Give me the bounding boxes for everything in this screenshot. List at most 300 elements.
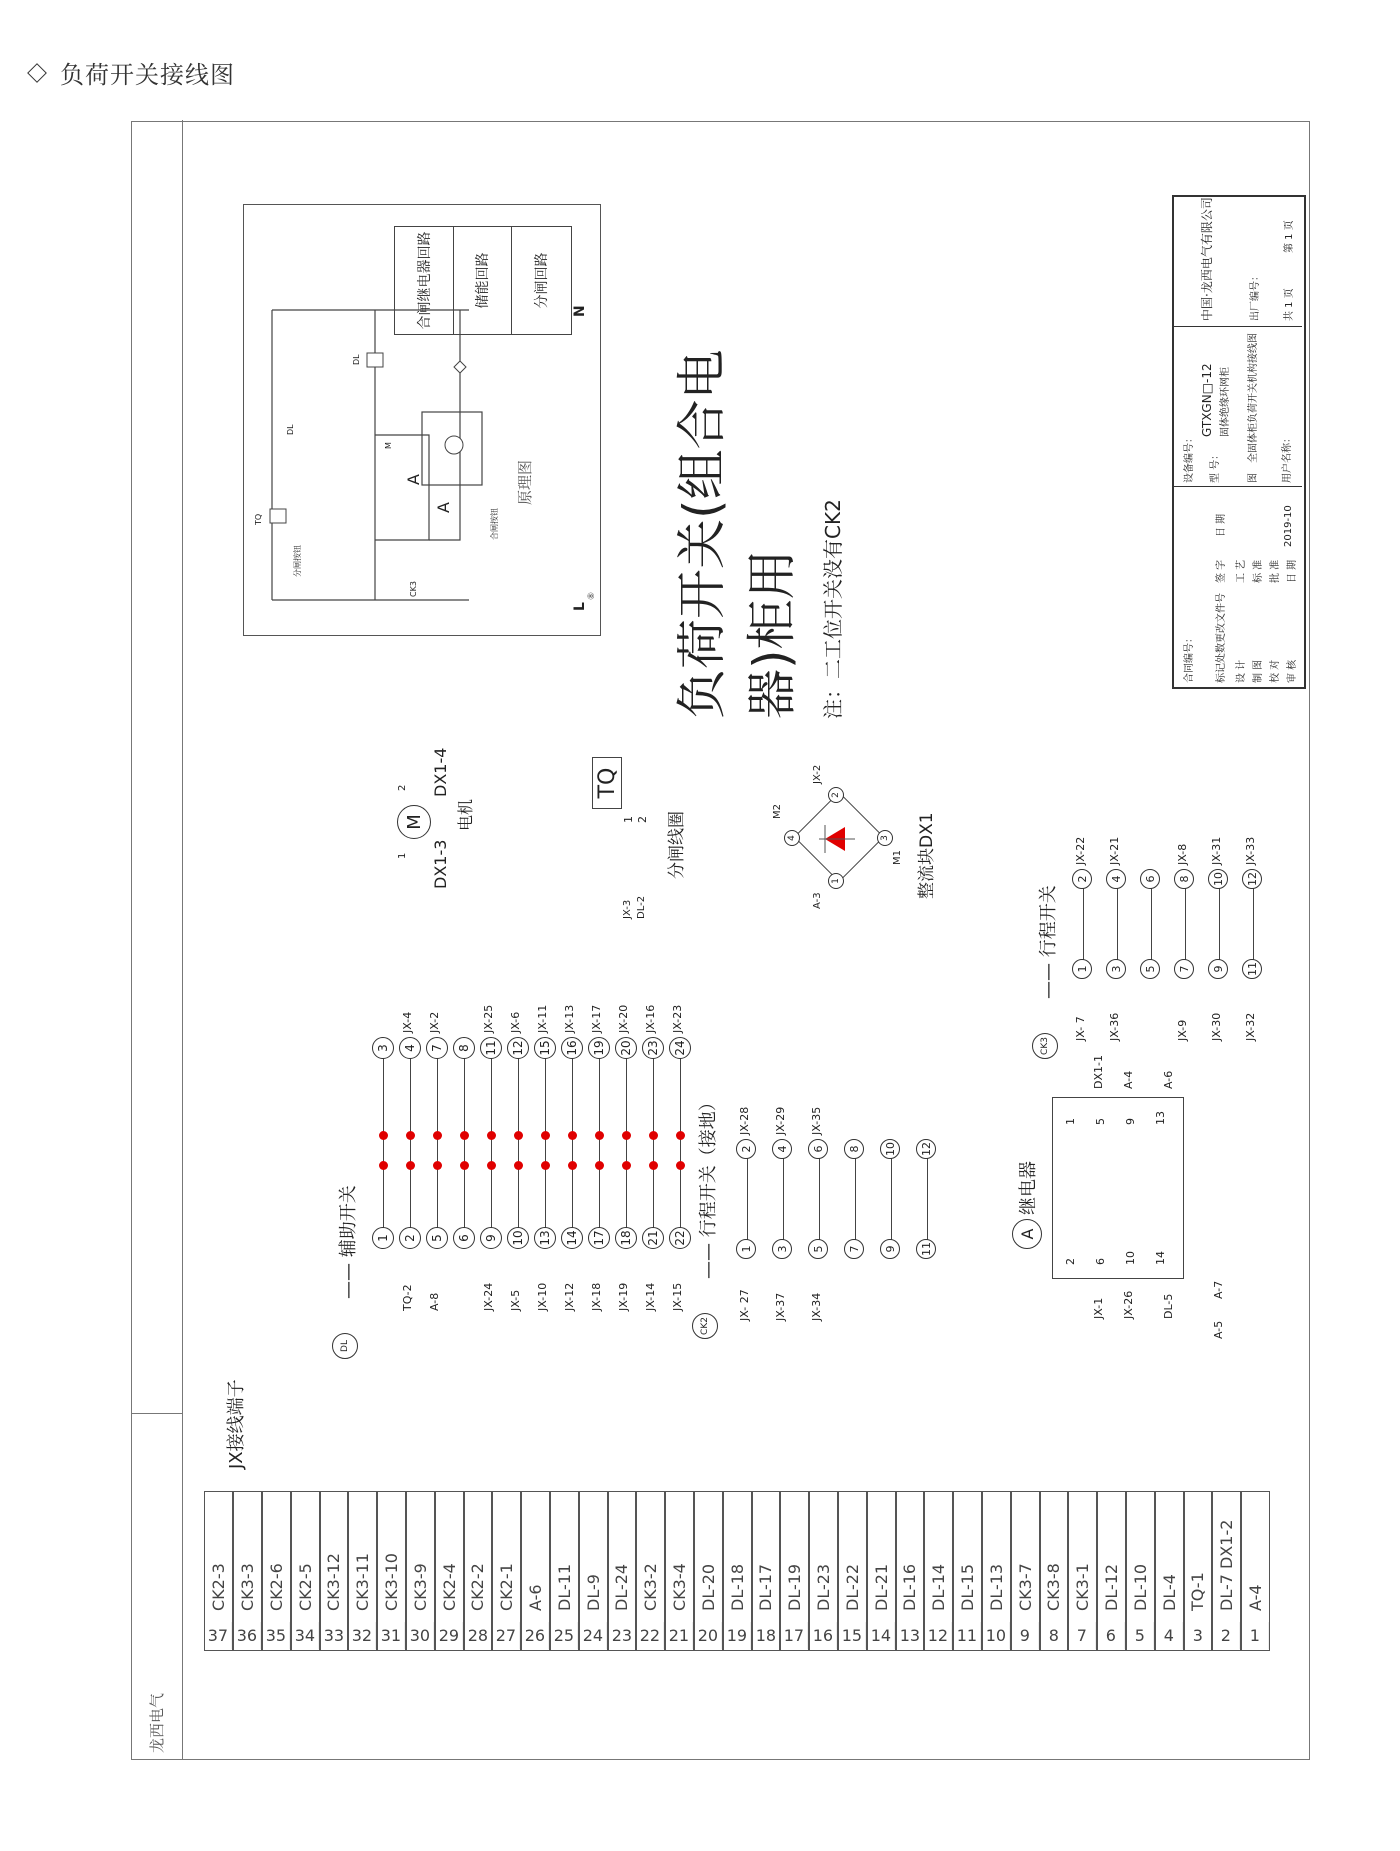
- model-desc: 固体绝缘环网柜: [1220, 367, 1231, 437]
- schematic-node-8: ⑧: [587, 591, 597, 600]
- wire-label: JX- 7: [1074, 1016, 1087, 1041]
- jx-row-number: 34: [291, 1622, 320, 1649]
- contact-point: [541, 1131, 550, 1140]
- ck3-tag: CK3: [1032, 1033, 1058, 1059]
- wire-label: JX-4: [401, 1011, 414, 1033]
- jx-row-connection: CK3-3: [238, 1563, 258, 1611]
- jx-row-number: 20: [694, 1622, 723, 1649]
- jx-row-connection: DL-15: [958, 1563, 978, 1611]
- ck3-label: CK3: [409, 581, 418, 597]
- wire-label: A-8: [428, 1292, 441, 1311]
- jx-row-connection: DL-10: [1130, 1563, 1150, 1611]
- jx-row-connection: DL-20: [698, 1563, 718, 1611]
- rectifier-caption: 整流块DX1: [917, 812, 937, 899]
- jx-row-connection: DL-7 DX1-2: [1217, 1519, 1237, 1611]
- switch-contact-line: [1219, 877, 1220, 967]
- legend-close-relay: 合闸继电器回路: [395, 227, 454, 334]
- motor-label: M: [384, 442, 393, 449]
- motor-pin-1: 1: [397, 852, 408, 859]
- trip-coil-symbol: [592, 749, 692, 919]
- wire-label: JX-15: [671, 1282, 684, 1311]
- wire-label: JX-5: [509, 1289, 522, 1311]
- jx-row-number: 28: [463, 1622, 492, 1649]
- terminal-circle: 6: [453, 1227, 475, 1249]
- jx-table-row: [780, 1491, 809, 1651]
- jx-row-connection: CK2-2: [468, 1563, 488, 1611]
- jx-table-row: [492, 1491, 521, 1651]
- terminal-circle: 12: [916, 1139, 936, 1159]
- terminal-circle: 2: [1072, 869, 1092, 889]
- jx-row-connection: DL-16: [900, 1563, 920, 1611]
- tq-wire-1: JX-3: [622, 899, 633, 919]
- relay-caption: 继电器: [1018, 1161, 1039, 1215]
- terminal-circle: 21: [642, 1227, 664, 1249]
- wire-label: JX-30: [1210, 1012, 1223, 1041]
- contact-point: [622, 1161, 631, 1170]
- tq-label: TQ: [254, 513, 263, 525]
- wire-label: JX-33: [1244, 836, 1257, 865]
- jx-table-row: [723, 1491, 752, 1651]
- close-button-label: 合闸按钮: [490, 508, 499, 540]
- jx-table-row: [464, 1491, 493, 1651]
- wire-label: JX-19: [617, 1282, 630, 1311]
- drawing-frame: [131, 121, 1310, 1760]
- ck2-caption: —— 行程开关（接地）: [698, 1093, 719, 1279]
- terminal-circle: 7: [1174, 959, 1194, 979]
- terminal-circle: 1: [736, 1239, 756, 1259]
- contact-point: [433, 1131, 442, 1140]
- jx-row-number: 12: [924, 1622, 953, 1649]
- jx-row-connection: CK3-2: [641, 1563, 661, 1611]
- wire-label: TQ-2: [401, 1284, 414, 1311]
- switch-contact-line: [1083, 877, 1084, 967]
- terminal-circle: 1: [1072, 959, 1092, 979]
- switch-contact-line: [653, 1047, 654, 1237]
- jx-row-connection: DL-22: [842, 1563, 862, 1611]
- terminal-circle: 12: [507, 1037, 529, 1059]
- contact-point: [676, 1161, 685, 1170]
- contact-point: [649, 1161, 658, 1170]
- contact-point: [568, 1131, 577, 1140]
- terminal-circle: 17: [588, 1227, 610, 1249]
- wire-label: JX-14: [644, 1282, 657, 1311]
- jx-row-number: 27: [492, 1622, 521, 1649]
- terminal-circle: 4: [399, 1037, 421, 1059]
- jx-row-connection: DL-18: [727, 1563, 747, 1611]
- rect-pin-4: 4: [784, 830, 800, 846]
- rev-header-sign: 签 字: [1216, 559, 1227, 583]
- drawing-label: 图: [1248, 473, 1259, 483]
- wire-label: JX-29: [774, 1106, 787, 1135]
- relay-pin: 1: [1064, 1118, 1077, 1125]
- device-no: 设备编号：: [1184, 433, 1195, 483]
- terminal-circle: 6: [808, 1139, 828, 1159]
- switch-contact-line: [1117, 877, 1118, 967]
- wire-label: JX-34: [810, 1292, 823, 1321]
- jx-row-number: 6: [1097, 1622, 1126, 1649]
- jx-table-row: [377, 1491, 406, 1651]
- jx-row-number: 35: [262, 1622, 291, 1649]
- wire-label: JX-12: [563, 1282, 576, 1311]
- terminal-circle: 22: [669, 1227, 691, 1249]
- wire-label: JX-16: [644, 1004, 657, 1033]
- company-name: 中国·龙西电气有限公司: [1200, 197, 1214, 321]
- contract-no: 合同编号：: [1184, 633, 1195, 683]
- jx-table-row: [752, 1491, 781, 1651]
- switch-contact-line: [437, 1047, 438, 1237]
- legend-energy-storage: 储能回路: [453, 227, 512, 334]
- jx-table-row: [1068, 1491, 1097, 1651]
- jx-row-connection: TQ-1: [1188, 1572, 1208, 1611]
- jx-row-connection: CK3-1: [1073, 1563, 1093, 1611]
- rect-pin-2: 2: [828, 787, 844, 803]
- terminal-circle: 23: [642, 1037, 664, 1059]
- schematic-label: 原理图: [516, 459, 534, 505]
- jx-row-number: 16: [809, 1622, 838, 1649]
- legend-trip: 分闸回路: [534, 252, 550, 309]
- contact-point: [379, 1161, 388, 1170]
- jx-table-row: [435, 1491, 464, 1651]
- wire-label: JX-22: [1074, 836, 1087, 865]
- contact-point: [487, 1131, 496, 1140]
- switch-contact-line: [819, 1147, 820, 1247]
- jx-row-number: 37: [204, 1622, 233, 1649]
- jx-row-number: 31: [377, 1622, 406, 1649]
- jx-table-row: [838, 1491, 867, 1651]
- contact-point: [541, 1161, 550, 1170]
- terminal-N: N: [572, 305, 588, 317]
- wire-label: JX-17: [590, 1004, 603, 1033]
- terminal-circle: 3: [1106, 959, 1126, 979]
- wire-label: JX-23: [671, 1004, 684, 1033]
- jx-row-connection: DL-24: [612, 1563, 632, 1611]
- jx-table-row: [550, 1491, 579, 1651]
- registry-fields: [132, 1414, 182, 1759]
- terminal-circle: 3: [372, 1037, 394, 1059]
- ck2-tag: CK2: [692, 1313, 718, 1339]
- jx-table-title: JX接线端子: [226, 1379, 247, 1469]
- wire-label: JX-20: [617, 1004, 630, 1033]
- rect-label-3: M1: [892, 850, 903, 865]
- jx-table-row: [896, 1491, 925, 1651]
- jx-row-number: 11: [953, 1622, 982, 1649]
- terminal-circle: 10: [507, 1227, 529, 1249]
- jx-table-row: [233, 1491, 262, 1651]
- jx-row-number: 23: [607, 1622, 636, 1649]
- jx-table-row: [291, 1491, 320, 1651]
- drawing-name: 全固体柜负荷开关机构接线图: [1248, 333, 1259, 463]
- jx-row-connection: CK2-3: [209, 1563, 229, 1611]
- terminal-circle: 10: [1208, 869, 1228, 889]
- relay-wire-label: A-7: [1212, 1280, 1225, 1299]
- jx-table-row: [608, 1491, 637, 1651]
- motor-symbol: [397, 739, 487, 889]
- terminal-circle: 5: [426, 1227, 448, 1249]
- role-review: 审 核: [1287, 659, 1298, 683]
- relay-pin: 2: [1064, 1258, 1077, 1265]
- switch-contact-line: [891, 1147, 892, 1247]
- dl-tag: DL: [332, 1333, 358, 1359]
- wire-label: JX-21: [1108, 836, 1121, 865]
- rect-label-4: M2: [772, 804, 783, 819]
- jx-row-connection: DL-9: [583, 1574, 603, 1611]
- jx-table-row: [1097, 1491, 1126, 1651]
- relay-pin: 10: [1124, 1251, 1137, 1265]
- jx-table-row: [1212, 1491, 1241, 1651]
- jx-row-number: 24: [579, 1622, 608, 1649]
- contact-point: [487, 1161, 496, 1170]
- jx-row-number: 19: [723, 1622, 752, 1649]
- jx-row-connection: CK3-11: [353, 1553, 373, 1611]
- jx-row-number: 7: [1068, 1622, 1097, 1649]
- rect-pin-3: 3: [877, 830, 893, 846]
- terminal-circle: 8: [844, 1139, 864, 1159]
- contact-point: [595, 1131, 604, 1140]
- terminal-circle: 11: [1242, 959, 1262, 979]
- company-short: 龙西电气: [148, 1692, 166, 1753]
- rect-label-1: A-3: [812, 892, 823, 909]
- relay-pin: 9: [1124, 1118, 1137, 1125]
- terminal-circle: 19: [588, 1037, 610, 1059]
- jx-row-number: 32: [348, 1622, 377, 1649]
- switch-contact-line: [927, 1147, 928, 1247]
- jx-row-connection: A-4: [1246, 1584, 1266, 1611]
- jx-row-number: 1: [1241, 1622, 1270, 1649]
- drawing-date: 2019-10: [1283, 505, 1294, 547]
- jx-row-connection: CK3-10: [382, 1553, 402, 1611]
- contact-point: [595, 1161, 604, 1170]
- rect-pin-1: 1: [828, 873, 844, 889]
- jx-table-row: [1241, 1491, 1270, 1651]
- contact-point: [460, 1131, 469, 1140]
- jx-row-number: 22: [636, 1622, 665, 1649]
- wire-label: JX-8: [1176, 843, 1189, 865]
- switch-contact-line: [599, 1047, 600, 1237]
- tq-pin-1: 1: [622, 816, 635, 823]
- wire-label: JX-10: [536, 1282, 549, 1311]
- terminal-circle: 5: [808, 1239, 828, 1259]
- wire-label: JX-13: [563, 1004, 576, 1033]
- jx-row-number: 18: [751, 1622, 780, 1649]
- terminal-circle: 11: [480, 1037, 502, 1059]
- terminal-circle: 10: [880, 1139, 900, 1159]
- jx-row-connection: DL-12: [1102, 1563, 1122, 1611]
- page-number: 第 1 页: [1284, 220, 1295, 253]
- model-value: GTXGN□-12: [1200, 363, 1214, 437]
- relay-wire-label: DX1-1: [1092, 1055, 1105, 1089]
- jx-row-number: 5: [1126, 1622, 1155, 1649]
- rev-header-marks: 标记处数: [1216, 643, 1227, 683]
- main-title-line2: 器)柜用: [743, 549, 801, 719]
- relay-pin: 13: [1154, 1111, 1167, 1125]
- terminal-circle: 2: [736, 1139, 756, 1159]
- relay-wire-label: A-5: [1212, 1320, 1225, 1339]
- terminal-L: L: [572, 602, 588, 611]
- switch-contact-line: [545, 1047, 546, 1237]
- dl-caption: —— 辅助开关: [338, 1185, 359, 1299]
- jx-table-row: [348, 1491, 377, 1651]
- jx-row-connection: A-6: [526, 1584, 546, 1611]
- jx-row-connection: DL-23: [814, 1563, 834, 1611]
- contact-point: [514, 1161, 523, 1170]
- terminal-circle: 6: [1140, 869, 1160, 889]
- terminal-circle: 4: [772, 1139, 792, 1159]
- contact-point: [406, 1161, 415, 1170]
- tq-pin-2: 2: [636, 816, 649, 823]
- ck3-caption: —— 行程开关: [1038, 885, 1059, 999]
- terminal-circle: 7: [426, 1037, 448, 1059]
- contact-point: [379, 1131, 388, 1140]
- jx-row-connection: CK2-5: [295, 1563, 315, 1611]
- rev-header-date: 日 期: [1216, 513, 1227, 537]
- user-name-label: 用户名称：: [1282, 433, 1293, 483]
- terminal-circle: 9: [1208, 959, 1228, 979]
- jx-row-number: 13: [895, 1622, 924, 1649]
- terminal-circle: 1: [372, 1227, 394, 1249]
- terminal-circle: 12: [1242, 869, 1262, 889]
- jx-table-row: [1011, 1491, 1040, 1651]
- jx-table-row: [867, 1491, 896, 1651]
- wire-label: JX-25: [482, 1004, 495, 1033]
- terminal-circle: 24: [669, 1037, 691, 1059]
- jx-table-row: [1126, 1491, 1155, 1651]
- terminal-circle: 11: [916, 1239, 936, 1259]
- wire-label: JX-35: [810, 1106, 823, 1135]
- jx-table-row: [320, 1491, 349, 1651]
- relay-wire-label: A-6: [1162, 1070, 1175, 1089]
- rect-label-2: JX-2: [812, 764, 823, 784]
- wire-label: JX-9: [1176, 1019, 1189, 1041]
- page-title: 负荷开关接线图: [24, 55, 235, 90]
- dl-top-label: DL: [352, 354, 361, 365]
- terminal-circle: 13: [534, 1227, 556, 1249]
- jx-row-number: 29: [435, 1622, 464, 1649]
- diode-icon: [817, 819, 857, 859]
- contact-point: [406, 1131, 415, 1140]
- contact-point: [514, 1131, 523, 1140]
- jx-row-connection: CK3-4: [670, 1563, 690, 1611]
- jx-row-connection: DL-17: [756, 1563, 776, 1611]
- wire-label: JX-37: [774, 1292, 787, 1321]
- jx-row-number: 14: [867, 1622, 896, 1649]
- relay-pin: 14: [1154, 1251, 1167, 1265]
- jx-row-number: 3: [1183, 1622, 1212, 1649]
- jx-row-connection: CK3-8: [1044, 1563, 1064, 1611]
- terminal-circle: 4: [1106, 869, 1126, 889]
- ck2-switch-group: [692, 1089, 972, 1339]
- switch-contact-line: [410, 1047, 411, 1237]
- terminal-circle: 8: [1174, 869, 1194, 889]
- total-pages: 共 1 页: [1284, 288, 1295, 321]
- contact-point: [649, 1131, 658, 1140]
- jx-row-connection: CK3-7: [1015, 1563, 1035, 1611]
- wire-label: JX-18: [590, 1282, 603, 1311]
- model-label: 型 号：: [1210, 449, 1221, 483]
- switch-contact-line: [783, 1147, 784, 1247]
- wire-label: JX-2: [428, 1011, 441, 1033]
- role-date: 日 期: [1287, 559, 1298, 583]
- jx-row-number: 25: [550, 1622, 579, 1649]
- tq-caption: 分闸线圈: [667, 811, 687, 879]
- dl-aux-switch-group: [332, 939, 692, 1359]
- diamond-outline-icon: [27, 63, 47, 83]
- jx-row-number: 17: [780, 1622, 809, 1649]
- jx-row-connection: DL-19: [785, 1563, 805, 1611]
- jx-row-connection: CK3-9: [410, 1563, 430, 1611]
- terminal-circle: 8: [453, 1037, 475, 1059]
- jx-table-row: [262, 1491, 291, 1651]
- main-title-line1: 负荷开关(组合电: [673, 349, 731, 719]
- contact-point: [676, 1131, 685, 1140]
- jx-row-connection: CK3-12: [324, 1553, 344, 1611]
- motor-caption: 电机: [456, 798, 475, 831]
- jx-row-number: 26: [521, 1622, 550, 1649]
- tq-wire-2: DL-2: [636, 895, 647, 919]
- relay-pin: 5: [1094, 1118, 1107, 1125]
- jx-table-row: [982, 1491, 1011, 1651]
- jx-row-connection: CK2-4: [439, 1563, 459, 1611]
- jx-row-connection: CK2-6: [266, 1563, 286, 1611]
- jx-row-number: 21: [665, 1622, 694, 1649]
- motor-pin-2: 2: [397, 784, 408, 791]
- main-title-note: 注：二工位开关没有CK2: [821, 499, 845, 719]
- jx-table-row: [809, 1491, 838, 1651]
- switch-contact-line: [747, 1147, 748, 1247]
- jx-row-number: 15: [838, 1622, 867, 1649]
- jx-table-row: [406, 1491, 435, 1651]
- wire-label: JX-24: [482, 1282, 495, 1311]
- terminal-circle: 7: [844, 1239, 864, 1259]
- terminal-circle: 2: [399, 1227, 421, 1249]
- terminal-circle: 9: [480, 1227, 502, 1249]
- relay-wire-label: JX-26: [1122, 1290, 1135, 1319]
- revision-area: [1174, 486, 1302, 687]
- switch-contact-line: [626, 1047, 627, 1237]
- wire-label: JX- 27: [738, 1289, 751, 1321]
- model-area: [1174, 326, 1302, 487]
- role-drafting: 制 图: [1253, 659, 1264, 683]
- relay-pin: 6: [1094, 1258, 1107, 1265]
- wire-label: JX-28: [738, 1106, 751, 1135]
- terminal-circle: 14: [561, 1227, 583, 1249]
- role-standard: 标 准: [1253, 559, 1264, 583]
- title-block: [1172, 195, 1306, 689]
- jx-row-number: 33: [319, 1622, 348, 1649]
- jx-table-row: [1040, 1491, 1069, 1651]
- jx-table-row: [636, 1491, 665, 1651]
- relay-wire-label: DL-5: [1162, 1293, 1175, 1319]
- motor-right-label: DX1-4: [431, 747, 450, 797]
- jx-table-row: [1155, 1491, 1184, 1651]
- dl-bottom-label: DL: [286, 424, 295, 435]
- contact-point: [433, 1161, 442, 1170]
- jx-row-connection: DL-21: [871, 1563, 891, 1611]
- jx-row-number: 2: [1212, 1622, 1241, 1649]
- company-area: [1174, 199, 1302, 327]
- jx-row-connection: DL-13: [986, 1563, 1006, 1611]
- terminal-circle: 3: [772, 1239, 792, 1259]
- role-approve: 批 准: [1270, 559, 1281, 583]
- switch-contact-line: [680, 1047, 681, 1237]
- jx-row-connection: DL-11: [554, 1563, 574, 1611]
- switch-contact-line: [1151, 877, 1152, 967]
- wire-label: JX-6: [509, 1011, 522, 1033]
- wire-label: JX-31: [1210, 836, 1223, 865]
- tq-box: TQ: [592, 757, 622, 809]
- switch-contact-line: [572, 1047, 573, 1237]
- terminal-circle: 15: [534, 1037, 556, 1059]
- rev-header-file: 更改文件号: [1216, 593, 1227, 643]
